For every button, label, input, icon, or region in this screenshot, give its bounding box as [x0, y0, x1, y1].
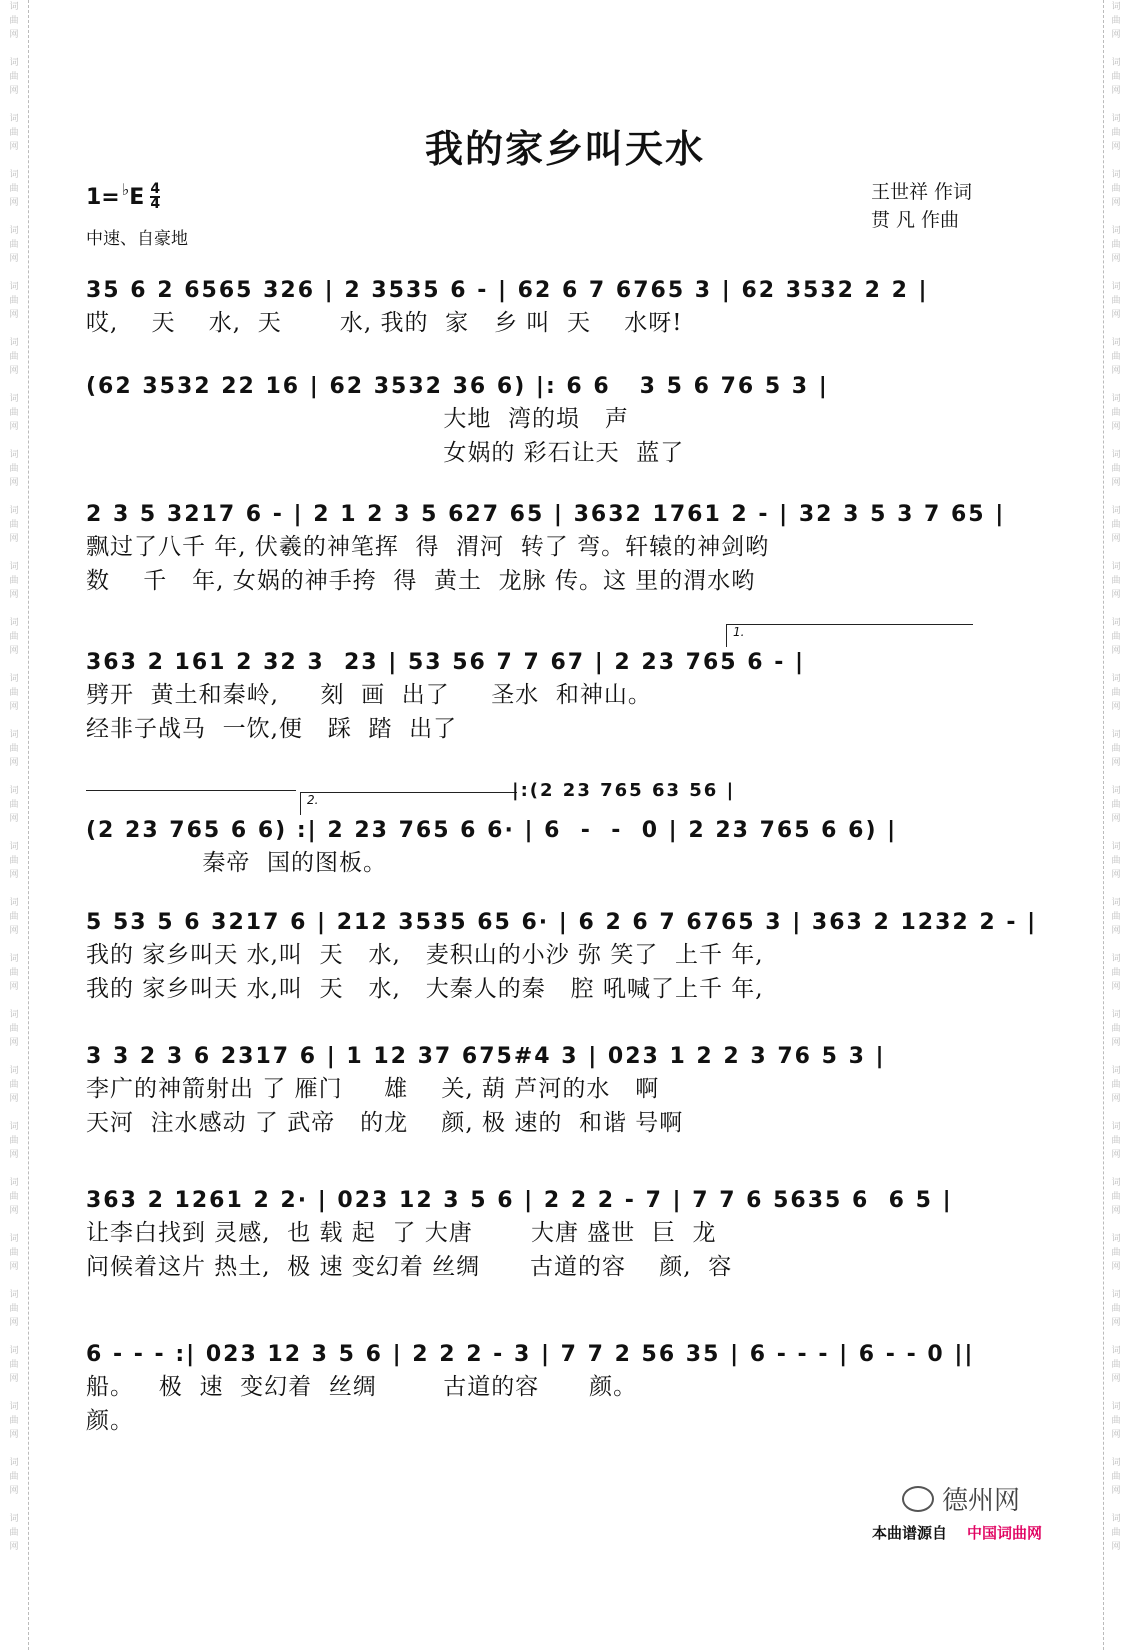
lyric-line: 我的 家乡叫天 水,叫 天 水, 大秦人的秦 腔 吼喊了上千 年,	[86, 976, 764, 1002]
side-watermark-text: 词 曲 网	[1111, 58, 1121, 96]
volta-1-continuation	[86, 790, 296, 791]
alternate-ending-notes	[512, 776, 812, 806]
side-watermark-text: 词 曲 网	[9, 1402, 19, 1440]
source-credit	[872, 1522, 1042, 1543]
flat-sign: ♭	[121, 179, 130, 199]
key-signature	[86, 179, 161, 212]
notation-line: 5 53 5 6 3217 6 | 212 3535 65 6· | 6 2 6 7 6765 3 | 363 2 1232 2 - |	[86, 910, 1038, 935]
music-system-7	[86, 1042, 986, 1140]
music-system-5	[86, 816, 986, 880]
side-watermark-text: 词 曲 网	[9, 1514, 19, 1552]
side-watermark-text: 词 曲 网	[1111, 338, 1121, 376]
watermark-text: 德州网	[941, 1486, 1020, 1516]
time-numerator: 4	[150, 181, 161, 197]
side-watermark-left	[4, 0, 24, 1650]
side-watermark-text: 词 曲 网	[1111, 954, 1121, 992]
music-system-4	[86, 648, 986, 746]
side-watermark-text: 词 曲 网	[1111, 1234, 1121, 1272]
source-label: 本曲谱源自	[871, 1524, 947, 1542]
key-prefix: 1=	[86, 184, 120, 210]
time-denominator: 4	[150, 196, 161, 212]
lyric-line: 劈开 黄土和秦岭, 刻 画 出了 圣水 和神山。	[86, 682, 652, 708]
notation-line: (2 23 765 6 6) :| 2 23 765 6 6· | 6 - - 0 | 2 23 765 6 6) |	[86, 818, 898, 843]
side-watermark-text: 词 曲 网	[9, 1234, 19, 1272]
time-signature	[150, 183, 160, 211]
side-watermark-text: 词 曲 网	[1111, 1346, 1121, 1384]
side-watermark-text: 词 曲 网	[1111, 170, 1121, 208]
side-watermark-text: 词 曲 网	[9, 338, 19, 376]
side-watermark-text: 词 曲 网	[1111, 226, 1121, 264]
side-watermark-text: 词 曲 网	[9, 1346, 19, 1384]
lyric-line: 哎, 天 水, 天 水, 我的 家 乡 叫 天 水呀!	[86, 310, 683, 336]
side-watermark-text: 词 曲 网	[1111, 1010, 1121, 1048]
song-title: 我的家乡叫天水	[424, 126, 705, 171]
music-system-3	[86, 500, 1006, 598]
side-watermark-text: 词 曲 网	[9, 1010, 19, 1048]
side-watermark-text: 词 曲 网	[1111, 618, 1121, 656]
music-system-2	[86, 372, 986, 470]
side-watermark-text: 词 曲 网	[9, 898, 19, 936]
music-system-9	[86, 1340, 986, 1438]
side-watermark-text: 词 曲 网	[9, 1066, 19, 1104]
notation-line: 363 2 1261 2 2· | 023 12 3 5 6 | 2 2 2 - 7 | 7 7 6 5635 6 6 5 |	[86, 1188, 953, 1213]
side-watermark-text: 词 曲 网	[9, 114, 19, 152]
lyric-line: 我的 家乡叫天 水,叫 天 水, 麦积山的小沙 弥 笑了 上千 年,	[86, 942, 764, 968]
side-watermark-text: 词 曲 网	[9, 58, 19, 96]
side-watermark-text: 词 曲 网	[1111, 450, 1121, 488]
lyric-line: 问候着这片 热土, 极 速 变幻着 丝绸 古道的容 颜, 容	[86, 1254, 733, 1280]
side-watermark-text: 词 曲 网	[9, 842, 19, 880]
lyric-line: 天河 注水感动 了 武帝 的龙 颜, 极 速的 和谐 号啊	[86, 1110, 684, 1136]
side-watermark-text: 词 曲 网	[1111, 1402, 1121, 1440]
side-watermark-text: 词 曲 网	[1111, 114, 1121, 152]
side-watermark-text: 词 曲 网	[1111, 1514, 1121, 1552]
side-watermark-text: 词 曲 网	[1111, 674, 1121, 712]
side-watermark-text: 词 曲 网	[1111, 786, 1121, 824]
side-watermark-text: 词 曲 网	[1111, 282, 1121, 320]
side-watermark-text: 词 曲 网	[1111, 1458, 1121, 1496]
lyric-line: 船。 极 速 变幻着 丝绸 古道的容 颜。	[86, 1374, 638, 1400]
side-watermark-text: 词 曲 网	[1111, 394, 1121, 432]
notation-line: 3 3 2 3 6 2317 6 | 1 12 37 675#4 3 | 023 1 2 2 3 76 5 3 |	[86, 1044, 886, 1069]
side-watermark-text: 词 曲 网	[9, 1290, 19, 1328]
side-watermark-text: 词 曲 网	[9, 1178, 19, 1216]
side-watermark-text: 词 曲 网	[9, 226, 19, 264]
side-watermark-text: 词 曲 网	[9, 1122, 19, 1160]
lyric-line: 李广的神箭射出 了 雁门 雄 关, 葫 芦河的水 啊	[86, 1076, 660, 1102]
side-watermark-text: 词 曲 网	[1111, 1066, 1121, 1104]
side-watermark-text: 词 曲 网	[1111, 1122, 1121, 1160]
notation-line: 2 3 5 3217 6 - | 2 1 2 3 5 627 65 | 3632 1761 2 - | 32 3 5 3 7 65 |	[86, 502, 1006, 527]
side-watermark-text: 词 曲 网	[9, 562, 19, 600]
volta-1: 1.	[726, 624, 973, 647]
key-note: E	[129, 184, 145, 210]
lyric-line: 秦帝 国的图板。	[86, 850, 387, 876]
lyric-line: 飘过了八千 年, 伏羲的神笔挥 得 渭河 转了 弯。轩辕的神剑哟	[86, 534, 770, 560]
side-watermark-text: 词 曲 网	[1111, 842, 1121, 880]
notation-line: 363 2 161 2 32 3 23 | 53 56 7 7 67 | 2 23 765 6 - |	[86, 650, 806, 675]
side-watermark-right	[1106, 0, 1126, 1650]
music-system-1	[86, 276, 986, 340]
side-watermark-text: 词 曲 网	[9, 618, 19, 656]
side-watermark-text: 词 曲 网	[9, 954, 19, 992]
side-watermark-text: 词 曲 网	[9, 450, 19, 488]
side-watermark-text: 词 曲 网	[9, 2, 19, 40]
lyric-line: 大地 湾的埙 声	[86, 406, 629, 432]
side-watermark-text: 词 曲 网	[9, 730, 19, 768]
notation-line: (62 3532 22 16 | 62 3532 36 6) |: 6 6 3 5 6 76 5 3 |	[86, 374, 829, 399]
side-watermark-text: 词 曲 网	[1111, 506, 1121, 544]
tempo-marking: 中速、自豪地	[86, 229, 188, 249]
notation-line: 6 - - - :| 023 12 3 5 6 | 2 2 2 - 3 | 7 7 2 56 35 | 6 - - - | 6 - - 0 ||	[86, 1342, 975, 1367]
source-link[interactable]: 中国词曲网	[966, 1524, 1042, 1542]
side-watermark-text: 词 曲 网	[1111, 898, 1121, 936]
credits	[871, 178, 972, 234]
lyric-line: 让李白找到 灵感, 也 载 起 了 大唐 大唐 盛世 巨 龙	[86, 1220, 717, 1246]
lyric-line: 经非子战马 一饮,便 踩 踏 出了	[86, 716, 458, 742]
side-watermark-text: 词 曲 网	[1111, 2, 1121, 40]
notation-line-top: |:(2 23 765 63 56 |	[512, 780, 736, 801]
side-watermark-text: 词 曲 网	[9, 674, 19, 712]
composer: 贯 凡 作曲	[870, 209, 960, 231]
lyric-line: 数 千 年, 女娲的神手挎 得 黄土 龙脉 传。这 里的渭水哟	[86, 568, 756, 594]
wechat-icon	[902, 1486, 934, 1512]
side-watermark-text: 词 曲 网	[9, 1458, 19, 1496]
side-watermark-text: 词 曲 网	[9, 282, 19, 320]
lyricist: 王世祥 作词	[870, 181, 972, 203]
side-watermark-text: 词 曲 网	[1111, 1290, 1121, 1328]
side-watermark-text: 词 曲 网	[9, 170, 19, 208]
side-watermark-text: 词 曲 网	[9, 786, 19, 824]
side-watermark-text: 词 曲 网	[9, 506, 19, 544]
volta-2: 2.	[300, 792, 517, 815]
notation-line: 35 6 2 6565 326 | 2 3535 6 - | 62 6 7 6765 3 | 62 3532 2 2 |	[86, 278, 929, 303]
watermark	[902, 1480, 1020, 1517]
music-system-6	[86, 908, 1038, 1006]
lyric-line: 女娲的 彩石让天 蓝了	[86, 440, 685, 466]
side-watermark-text: 词 曲 网	[1111, 1178, 1121, 1216]
music-system-8	[86, 1186, 986, 1284]
side-watermark-text: 词 曲 网	[1111, 730, 1121, 768]
lyric-line: 颜。	[86, 1408, 134, 1434]
side-watermark-text: 词 曲 网	[1111, 562, 1121, 600]
side-watermark-text: 词 曲 网	[9, 394, 19, 432]
